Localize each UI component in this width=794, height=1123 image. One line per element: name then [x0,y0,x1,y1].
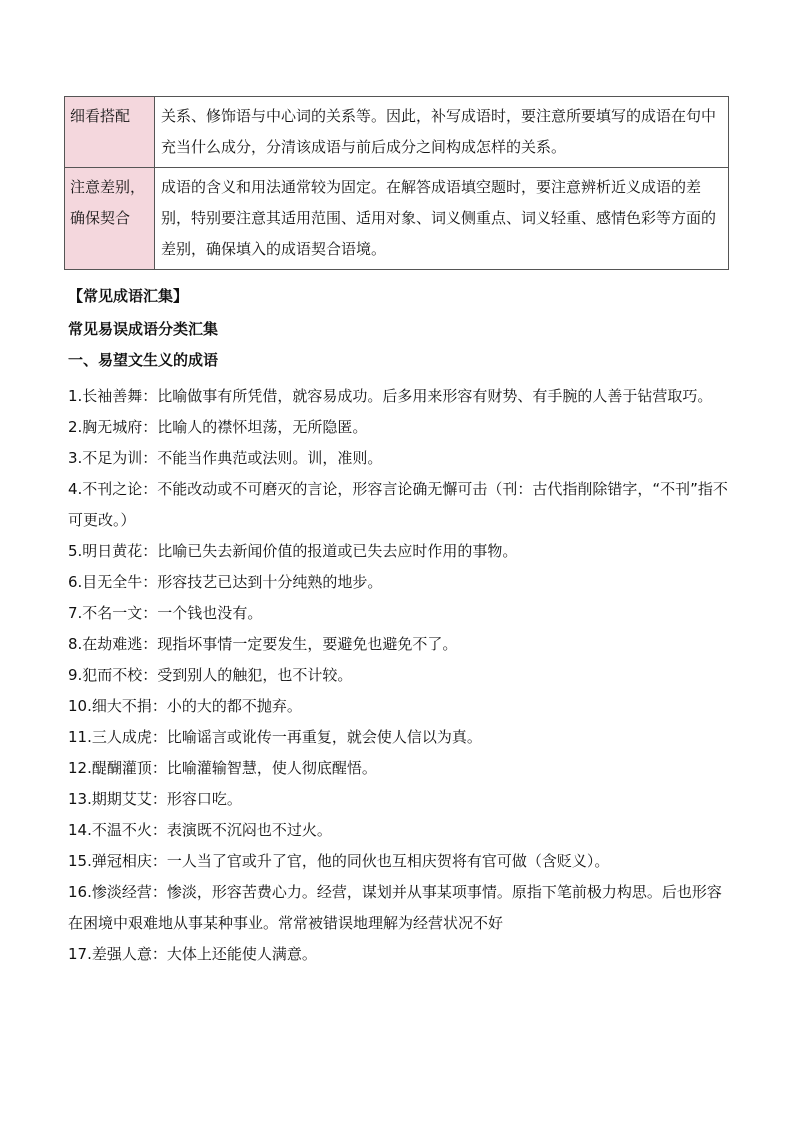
table-row [65,97,729,168]
list-item: 13.期期艾艾：形容口吃。 [68,790,242,808]
idiom-section [68,286,730,970]
row-label: 注意差别，确保契合 [65,168,155,270]
list-item: 10.细大不捐：小的大的都不抛弃。 [68,697,302,715]
list-item: 12.醍醐灌顶：比喻灌输智慧，使人彻底醒悟。 [68,759,377,777]
table-row [65,168,729,270]
list-item: 11.三人成虎：比喻谣言或讹传一再重复，就会使人信以为真。 [68,728,482,746]
list-item: 7.不名一文：一个钱也没有。 [68,604,263,622]
tips-table [64,96,729,270]
list-item: 15.弹冠相庆：一人当了官或升了官，他的同伙也互相庆贺将有官可做（含贬义）。 [68,852,610,870]
row-text: 关系、修饰语与中心词的关系等。因此，补写成语时，要注意所要填写的成语在句中充当什么成分，分清该成语与前后成分之间构成怎样的关系。 [155,97,729,168]
row-label: 细看搭配 [65,97,155,168]
list-item: 17.差强人意：大体上还能使人满意。 [68,945,317,963]
category-heading: 一、易望文生义的成语 [68,351,219,369]
list-item: 6.目无全牛：形容技艺已达到十分纯熟的地步。 [68,573,383,591]
section-heading: 【常见成语汇集】 [68,287,189,305]
list-item: 9.犯而不校：受到别人的触犯，也不计较。 [68,666,353,684]
row-text: 成语的含义和用法通常较为固定。在解答成语填空题时，要注意辨析近义成语的差别，特别要注意其适用范围、适用对象、词义侧重点、词义轻重、感情色彩等方面的差别，确保填入的成语契合语境。 [155,168,729,270]
list-item: 3.不足为训：不能当作典范或法则。训，准则。 [68,449,383,467]
list-item: 8.在劫难逃：现指坏事情一定要发生，要避免也避免不了。 [68,635,458,653]
list-item: 5.明日黄花：比喻已失去新闻价值的报道或已失去应时作用的事物。 [68,542,518,560]
list-item: 2.胸无城府：比喻人的襟怀坦荡，无所隐匿。 [68,418,368,436]
list-item: 16.惨淡经营：惨淡，形容苦费心力。经营，谋划并从事某项事情。原指下笔前极力构思。后也形容在困境中艰难地从事某种事业。常常被错误地理解为经营状况不好 [68,883,722,932]
section-subheading: 常见易误成语分类汇集 [68,320,219,338]
list-item: 1.长袖善舞：比喻做事有所凭借，就容易成功。后多用来形容有财势、有手腕的人善于钻营取巧。 [68,387,713,405]
list-item: 4.不刊之论：不能改动或不可磨灭的言论，形容言论确无懈可击（刊：古代指削除错字，“不刊”指不可更改。） [68,480,728,529]
list-item: 14.不温不火：表演既不沉闷也不过火。 [68,821,332,839]
